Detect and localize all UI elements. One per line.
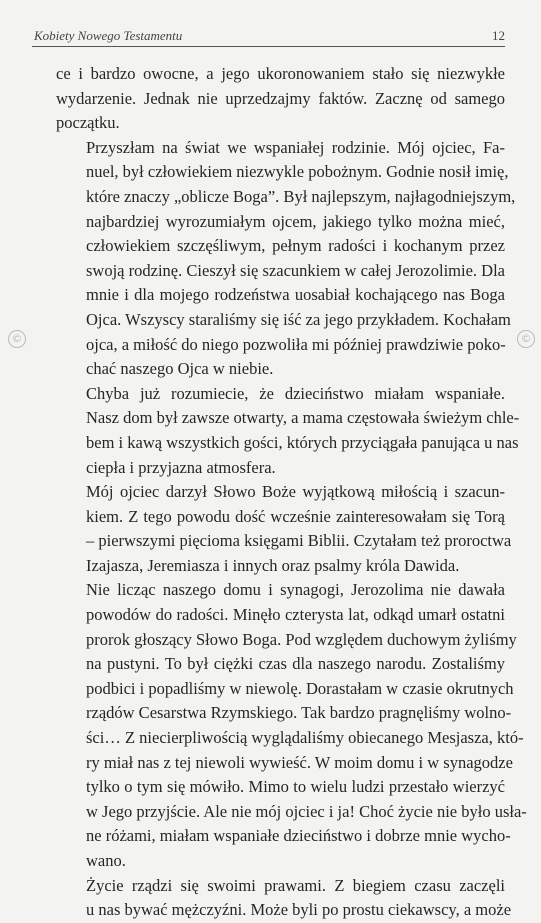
text-line: nuel, był człowiekiem niezwykle pobożnym. Godnie nosił imię, <box>86 162 509 182</box>
text-line: ry miał nas z tej niewoli wywieść. W moim domu i w synagodze <box>86 752 513 772</box>
copyright-watermark-right: © <box>517 330 535 348</box>
text-line: na pustyni. To był ciężki czas dla naszego narodu. Zostaliśmy <box>86 654 505 674</box>
text-line: mnie i dla mojego rodzeństwa uosabiał kochającego nas Boga <box>86 285 505 305</box>
paragraph <box>56 62 505 136</box>
text-line: Izajasza, Jeremiasza i innych oraz psalmy króla Dawida. <box>86 555 460 575</box>
text-line: początku. <box>56 113 120 133</box>
text-line: człowiekiem szczęśliwym, pełnym radości i kochanym przez <box>86 236 505 256</box>
text-line: prorok głoszący Słowo Boga. Pod względem duchowym żyliśmy <box>86 629 517 649</box>
paragraph <box>56 136 516 382</box>
text-line: wano. <box>86 851 126 870</box>
paragraph <box>56 578 527 873</box>
text-line: ojca, a miłość do niego pozwoliła mi później prawdziwie poko- <box>86 334 506 354</box>
text-line: Nasz dom był zawsze otwarty, a mama częstowała świeżym chle- <box>86 408 520 428</box>
paragraph <box>56 874 512 923</box>
text-line: Życie rządzi się swoimi prawami. Z biegiem czasu zaczęli <box>86 875 505 895</box>
body-text <box>56 62 527 923</box>
paragraph <box>56 382 520 480</box>
page-number: 12 <box>492 28 505 43</box>
copyright-watermark-left: © <box>8 330 26 348</box>
text-line: ści… Z niecierpliwością wyglądaliśmy obiecanego Mesjasza, któ- <box>86 728 524 748</box>
text-line: wydarzenie. Jednak nie uprzedzajmy faktów. Zacznę od samego <box>56 88 505 108</box>
text-line: ciepła i przyjazna atmosfera. <box>86 457 276 477</box>
running-header <box>32 26 505 47</box>
text-line: Chyba już rozumiecie, że dzieciństwo miałam wspaniałe. <box>86 383 505 403</box>
text-line: podbici i popadliśmy w niewolę. Dorastałam w czasie okrutnych <box>86 678 514 698</box>
text-line: w Jego przyjście. Ale nie mój ojciec i ja! Choć życie nie było usła- <box>86 801 527 821</box>
text-line: – pierwszymi pięcioma księgami Biblii. Czytałam też proroctwa <box>86 531 512 551</box>
paragraph <box>56 480 512 578</box>
text-line: Przyszłam na świat we wspaniałej rodzinie. Mój ojciec, Fa- <box>86 137 505 157</box>
text-line: Ojca. Wszyscy staraliśmy się iść za jego przykładem. Kochałam <box>86 309 511 329</box>
text-line: Nie licząc naszego domu i synagogi, Jerozolima nie dawała <box>86 580 505 600</box>
text-line: ce i bardzo owocne, a jego ukoronowaniem stało się niezwykłe <box>56 64 505 83</box>
text-line: kiem. Z tego powodu dość wcześnie zainteresowałam się Torą <box>86 506 505 526</box>
text-line: ne różami, miałam wspaniałe dzieciństwo i dobrze mnie wycho- <box>86 826 511 846</box>
text-line: u nas bywać mężczyźni. Może byli po prostu ciekawscy, a może <box>86 900 512 920</box>
text-line: najbardziej wyrozumiałym ojcem, jakiego tylko można mieć, <box>86 211 505 231</box>
running-title: Kobiety Nowego Testamentu <box>34 28 183 43</box>
text-line: swoją rodzinę. Cieszył się szacunkiem w całej Jerozolimie. Dla <box>86 260 505 280</box>
text-line: bem i kawą wszystkich gości, których przyciągała panująca u nas <box>86 432 519 452</box>
text-line: powodów do radości. Minęło czterysta lat, odkąd umarł ostatni <box>86 605 505 625</box>
text-line: rządów Cesarstwa Rzymskiego. Tak bardzo pragnęliśmy wolno- <box>86 703 512 723</box>
text-line: które znaczy „oblicze Boga”. Był najlepszym, najłagodniejszym, <box>86 186 516 206</box>
text-line: tylko o tym się mówiło. Mimo to wielu ludzi przestało wierzyć <box>86 777 505 797</box>
text-line: chać naszego Ojca w niebie. <box>86 359 274 379</box>
text-line: Mój ojciec darzył Słowo Boże wyjątkową miłością i szacun- <box>86 482 505 502</box>
